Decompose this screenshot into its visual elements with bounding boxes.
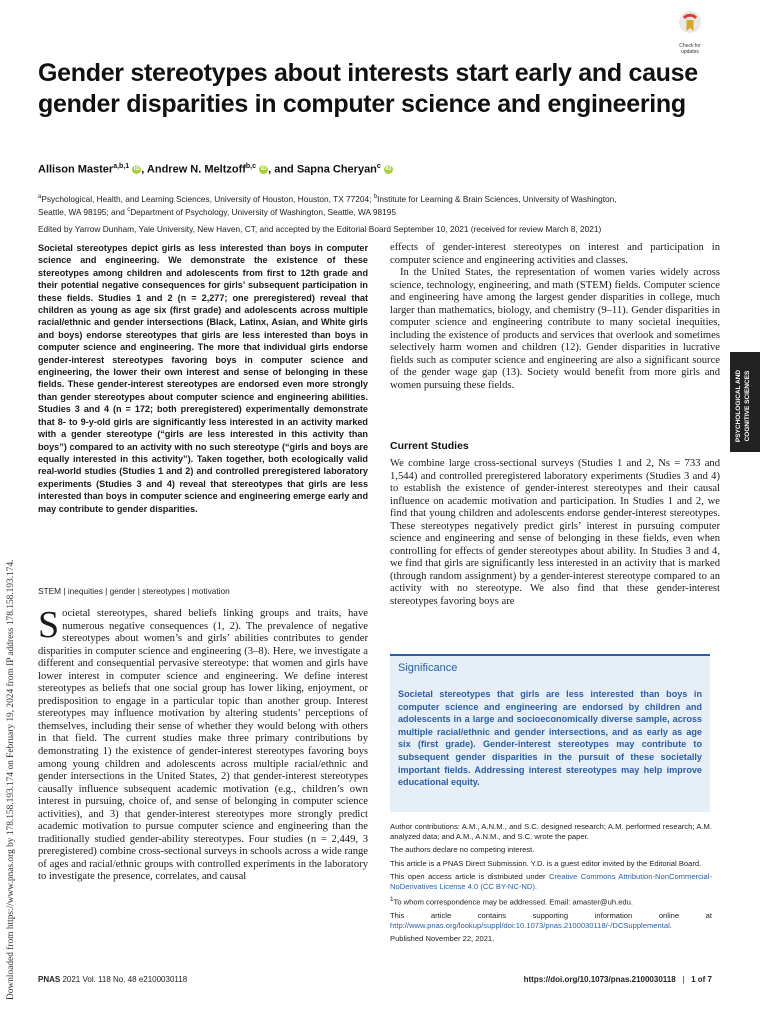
direct-submission: This article is a PNAS Direct Submission. Y.D. is a guest editor invited by the Editorial Board. [390,858,702,868]
author-sup: a,b,1 [113,163,130,170]
footer-doi [420,975,712,984]
license-note [390,872,712,892]
author-contributions: Author contributions: A.M., A.N.M., and S.C. designed research; A.M. performed research; A.M. analyzed data; and A.M., A.N.M., and S.C. wrote the paper. [390,822,712,842]
body-paragraph: effects of gender-interest stereotypes on interest and participation in computer science and engineering activities and classes. [390,242,720,266]
correspondence-sup: 1 [390,896,394,904]
footer-separator: | [682,975,685,984]
download-watermark [6,460,18,1000]
orcid-icon[interactable]: iD [260,166,267,173]
author-name[interactable]: , Andrew N. Meltzoff [141,163,246,176]
aff-text: Department of Psychology, University of Washington, Seattle, WA 98195 [130,206,396,217]
footer-citation [38,975,187,984]
aff-sup: a [38,194,42,200]
section-tab-line: COGNITIVE SCIENCES [744,370,751,442]
body-column-2 [390,242,720,393]
citation-text: 2021 Vol. 118 No. 48 e2100030118 [60,975,188,984]
supporting-text: This article contains supporting information online at [390,910,712,920]
article-notes [390,822,712,948]
significance-text: Societal stereotypes that girls are less interested than boys in computer science and engineering are endorsed by children and adolescents in a large and socioeconomically diverse sample, across multiple racial/ethnic and gender intersections, and as early as age six (first grade). Gender-interest stereotypes may contribute to subsequent gender disparities in the pursuit of these societally important fields. Addressing interest stereotypes may help improve educational equity. [398,689,702,788]
intro-paragraph [38,604,368,884]
license-link[interactable]: Creative Commons Attribution-NonCommercial-NoDerivatives License 4.0 (CC BY-NC-ND). [390,871,712,892]
keywords: STEM | inequities | gender | stereotypes | motivation [38,586,230,596]
license-text: This open access article is distributed under [390,871,550,881]
correspondence-note [390,895,712,908]
section-tab-line: PSYCHOLOGICAL AND [735,369,742,443]
author-sup: c [376,163,381,170]
drop-cap: S [38,604,60,646]
section-tab [730,352,760,452]
article-title: Gender stereotypes about interests start early and cause gender disparities in computer science and engineering [38,59,698,118]
section-paragraph: We combine large cross-sectional surveys (Studies 1 and 2, Ns = 733 and 1,544) and controlled preregistered laboratory experiments (Studies 3 and 4) to establish the existence of gender-interest stereotypes and their causal influence on academic motivation and participation. In Studies 1 and 2, we find that young children and adolescents endorse gender-interest stereotypes. These stereotypes negatively predict girls’ interest in pursuing computer science and engineering and sense of belonging in these fields, even when controlling for effects of gender stereotypes about ability. In Studies 3 and 4, we find that girls are significantly less interested in an activity that is marked (through random assignment) by a gender-interest stereotype compared to an activity with no stereotype. We also find that these gender-interest stereotypes favoring boys are [390,458,720,608]
journal-name: PNAS [38,975,61,984]
body-paragraph: In the United States, the representation of women varies widely across science, technology, engineering, and math (STEM) fields. Computer science and engineering have among the largest gender disparities in college, much larger than mathematics, biology, and chemistry (9–11). Gender disparities in computer science and engineering contribute to many societal inequities, including the existence of products and services that overlook and sometimes selectively harm women and children (12). Gender disparities in lucrative fields such as computer science and engineering are also a significant source of the gender wage gap (13). Society would benefit from more girls and women pursuing these fields. [390,267,720,392]
affiliations [38,192,728,218]
intro-text: ocietal stereotypes, shared beliefs linking groups and traits, have numerous negative consequences (1, 2). The prevalence of negative stereotypes about women’s and girls’ abilities contributes to gender disparities in computer science and engineering (3–8). Here, we investigate a different and consequential pervasive stereotype: that women and girls have lower interest in computer science and engineering. We define interest stereotypes as beliefs that one social group has lower liking, enjoyment, or predisposition to engage in a particular topic than another group. Interest stereotypes may influence motivation by altering students’ perceptions of themselves, including their sense of whether they would belong with others in that field. The current studies make three primary contributions by demonstrating 1) the existence of gender-interest stereotypes favoring boys among young children and adolescents across multiple racial/ethnic and gender intersections in the United States, 2) that gender-interest stereotypes causally influence subsequent academic motivation (e.g., children’s own interest in pursuing, choice of, and sense of belonging in computer science activities), and 3) that gender-interest stereotypes more strongly predict academic motivation to pursue computer science and engineering than the traditionally studied gender-ability stereotypes. Four studies (n = 2,449, 3 preregistered) combine cross-sectional surveys in schools across a wide range of ages and racial/ethnic groups with controlled experiments in the laboratory to investigate the presence, correlates, and causal [38,608,368,883]
aff-text: Psychological, Health, and Learning Sciences, University of Houston, Houston, TX 77204; [41,193,374,204]
significance-title: Significance [398,662,458,674]
supporting-text: . [669,921,672,931]
editor-line: Edited by Yarrow Dunham, Yale University, New Haven, CT, and accepted by the Editorial Board September 10, 2021 (received for review March 8, 2021) [38,224,602,234]
abstract: Societal stereotypes depict girls as less interested than boys in computer science and engineering. We demonstrate the existence of these stereotypes among children and adolescents from first to 12th grade and their potential negative consequences for girls’ subsequent participation in these fields. Studies 1 and 2 (n = 2,277; one preregistered) reveal that children as young as age six (first grade) and adolescents across multiple racial/ethnic and gender intersections (Black, Latinx, Asian, and White girls and boys) endorse stereotypes that girls are less interested than boys in computer science and engineering. The more that individual girls endorse gender-interest stereotypes favoring boys in computer science and engineering, the lower their own interest and sense of belonging in these fields. These gender-interest stereotypes are endorsed even more strongly than gender stereotypes about computer science and engineering abilities. Studies 3 and 4 (n = 172; both preregistered) experimentally demonstrate that 8- to 9-y-old girls are significantly less interested in an activity marked with a gender stereotype (“girls are less interested in this activity than boys”) compared to an activity with no such stereotype (“girls and boys are equally interested in this activity”). Taken together, both ecologically valid real-world studies (Studies 1 and 2) and controlled preregistered laboratory experiments (Studies 3 and 4) reveal that stereotypes that girls are less interested than boys in computer science and engineering emerge early and may contribute to gender disparities. [38,243,368,514]
page-number: 1 of 7 [691,975,712,984]
updates-label: Check for updates [679,43,701,55]
orcid-icon[interactable]: iD [385,166,392,173]
aff-text: Seattle, WA 98195; and [38,206,128,217]
author-name[interactable]: , and Sapna Cheryan [268,163,377,176]
aff-sup: b [373,194,378,200]
competing-interest: The authors declare no competing interest. [390,845,535,855]
author-name[interactable]: Allison Master [38,163,114,176]
aff-sup: c [127,206,131,213]
author-list [38,163,718,176]
section-tab-label [734,360,756,452]
significance-box [390,654,710,812]
section-heading: Current Studies [390,440,469,452]
correspondence-text: To whom correspondence may be addressed. Email: amaster@uh.edu. [393,897,633,907]
supporting-info-note [390,911,712,931]
orcid-icon[interactable]: iD [133,166,140,173]
supporting-info-link[interactable]: http://www.pnas.org/lookup/suppl/doi:10.1073/pnas.2100030118/-/DCSupplemental [390,921,670,931]
check-for-updates-badge[interactable] [668,10,712,55]
updates-icon [668,10,712,36]
aff-text: Institute for Learning & Brain Sciences, University of Washington, [377,193,617,204]
doi-link[interactable]: https://doi.org/10.1073/pnas.2100030118 [523,975,676,984]
author-sup: b,c [245,163,257,170]
published-date: Published November 22, 2021. [390,934,495,944]
download-note: Downloaded from https://www.pnas.org by 178.158.193.174 on February 19, 2024 from IP address 178.158.193.174. [6,559,16,1000]
